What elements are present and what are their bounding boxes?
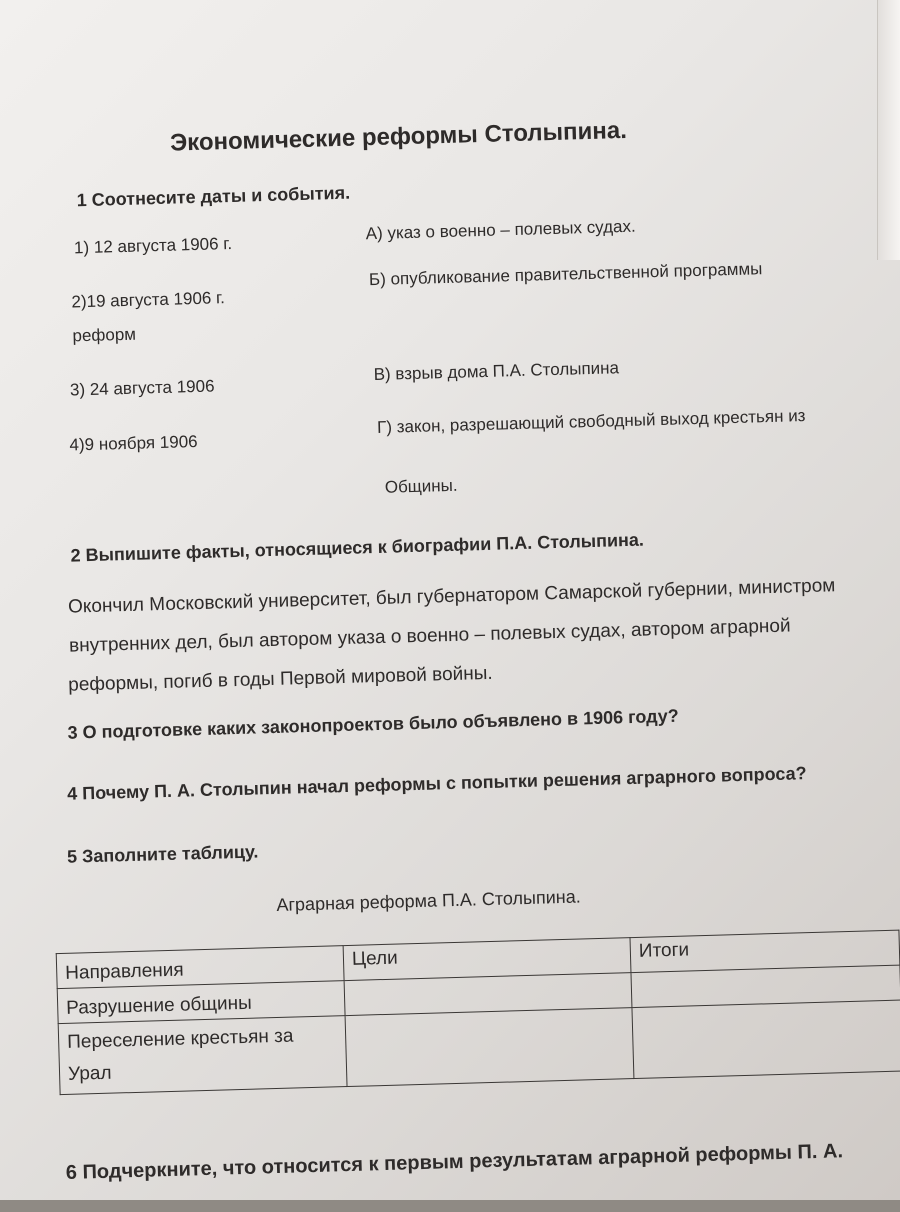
date-item-3: 3) 24 августа 1906	[69, 376, 215, 400]
page-title: Экономические реформы Столыпина.	[169, 116, 628, 157]
agrarian-reform-table	[56, 930, 900, 1096]
question-6: 6 Подчеркните, что относится к первым результатам аграрной реформы П. А.	[65, 1140, 844, 1184]
date-item-2: 2)19 августа 1906 г.	[71, 288, 226, 312]
answer-2-line-2: внутренних дел, был автором указа о военно – полевых судах, автором аграрной	[68, 615, 791, 657]
question-4: 4 Почему П. А. Столыпин начал реформы с попытки решения аграрного вопроса?	[66, 763, 807, 804]
answer-2-line-1: Окончил Московский университет, был губернатором Самарской губернии, министром	[67, 575, 836, 618]
table-cell-goal	[345, 1008, 634, 1087]
table-cell-direction: Разрушение общины	[57, 981, 345, 1024]
question-3: 3 О подготовке каких законопроектов было объявлено в 1906 году?	[67, 705, 679, 743]
question-1-heading: 1 Соотнесите даты и события.	[76, 182, 351, 211]
event-item-a: А) указ о военно – полевых судах.	[365, 216, 636, 244]
date-item-1: 1) 12 августа 1906 г.	[73, 233, 233, 258]
table-cell-direction: Переселение крестьян за Урал	[58, 1016, 347, 1095]
answer-2-line-3: реформы, погиб в годы Первой мировой войны.	[67, 662, 493, 696]
event-item-g: Г) закон, разрешающий свободный выход крестьян из	[376, 406, 806, 437]
table-title: Аграрная реформа П.А. Столыпина.	[276, 886, 581, 915]
event-item-b: Б) опубликование правительственной программы	[368, 259, 763, 290]
date-item-4: 4)9 ноября 1906	[69, 431, 198, 455]
question-2-heading: 2 Выпишите факты, относящиеся к биографии П.А. Столыпина.	[70, 529, 645, 566]
column-header-directions: Направления	[56, 946, 344, 989]
date-item-2-continuation: реформ	[72, 324, 137, 346]
question-5-heading: 5 Заполните таблицу.	[66, 841, 259, 867]
column-header-goals: Цели	[343, 938, 631, 981]
event-item-v: В) взрыв дома П.А. Столыпина	[373, 358, 620, 385]
column-header-results: Итоги	[630, 930, 900, 972]
event-item-g-continuation: Общины.	[384, 475, 458, 497]
table-cell-result	[632, 1000, 900, 1078]
